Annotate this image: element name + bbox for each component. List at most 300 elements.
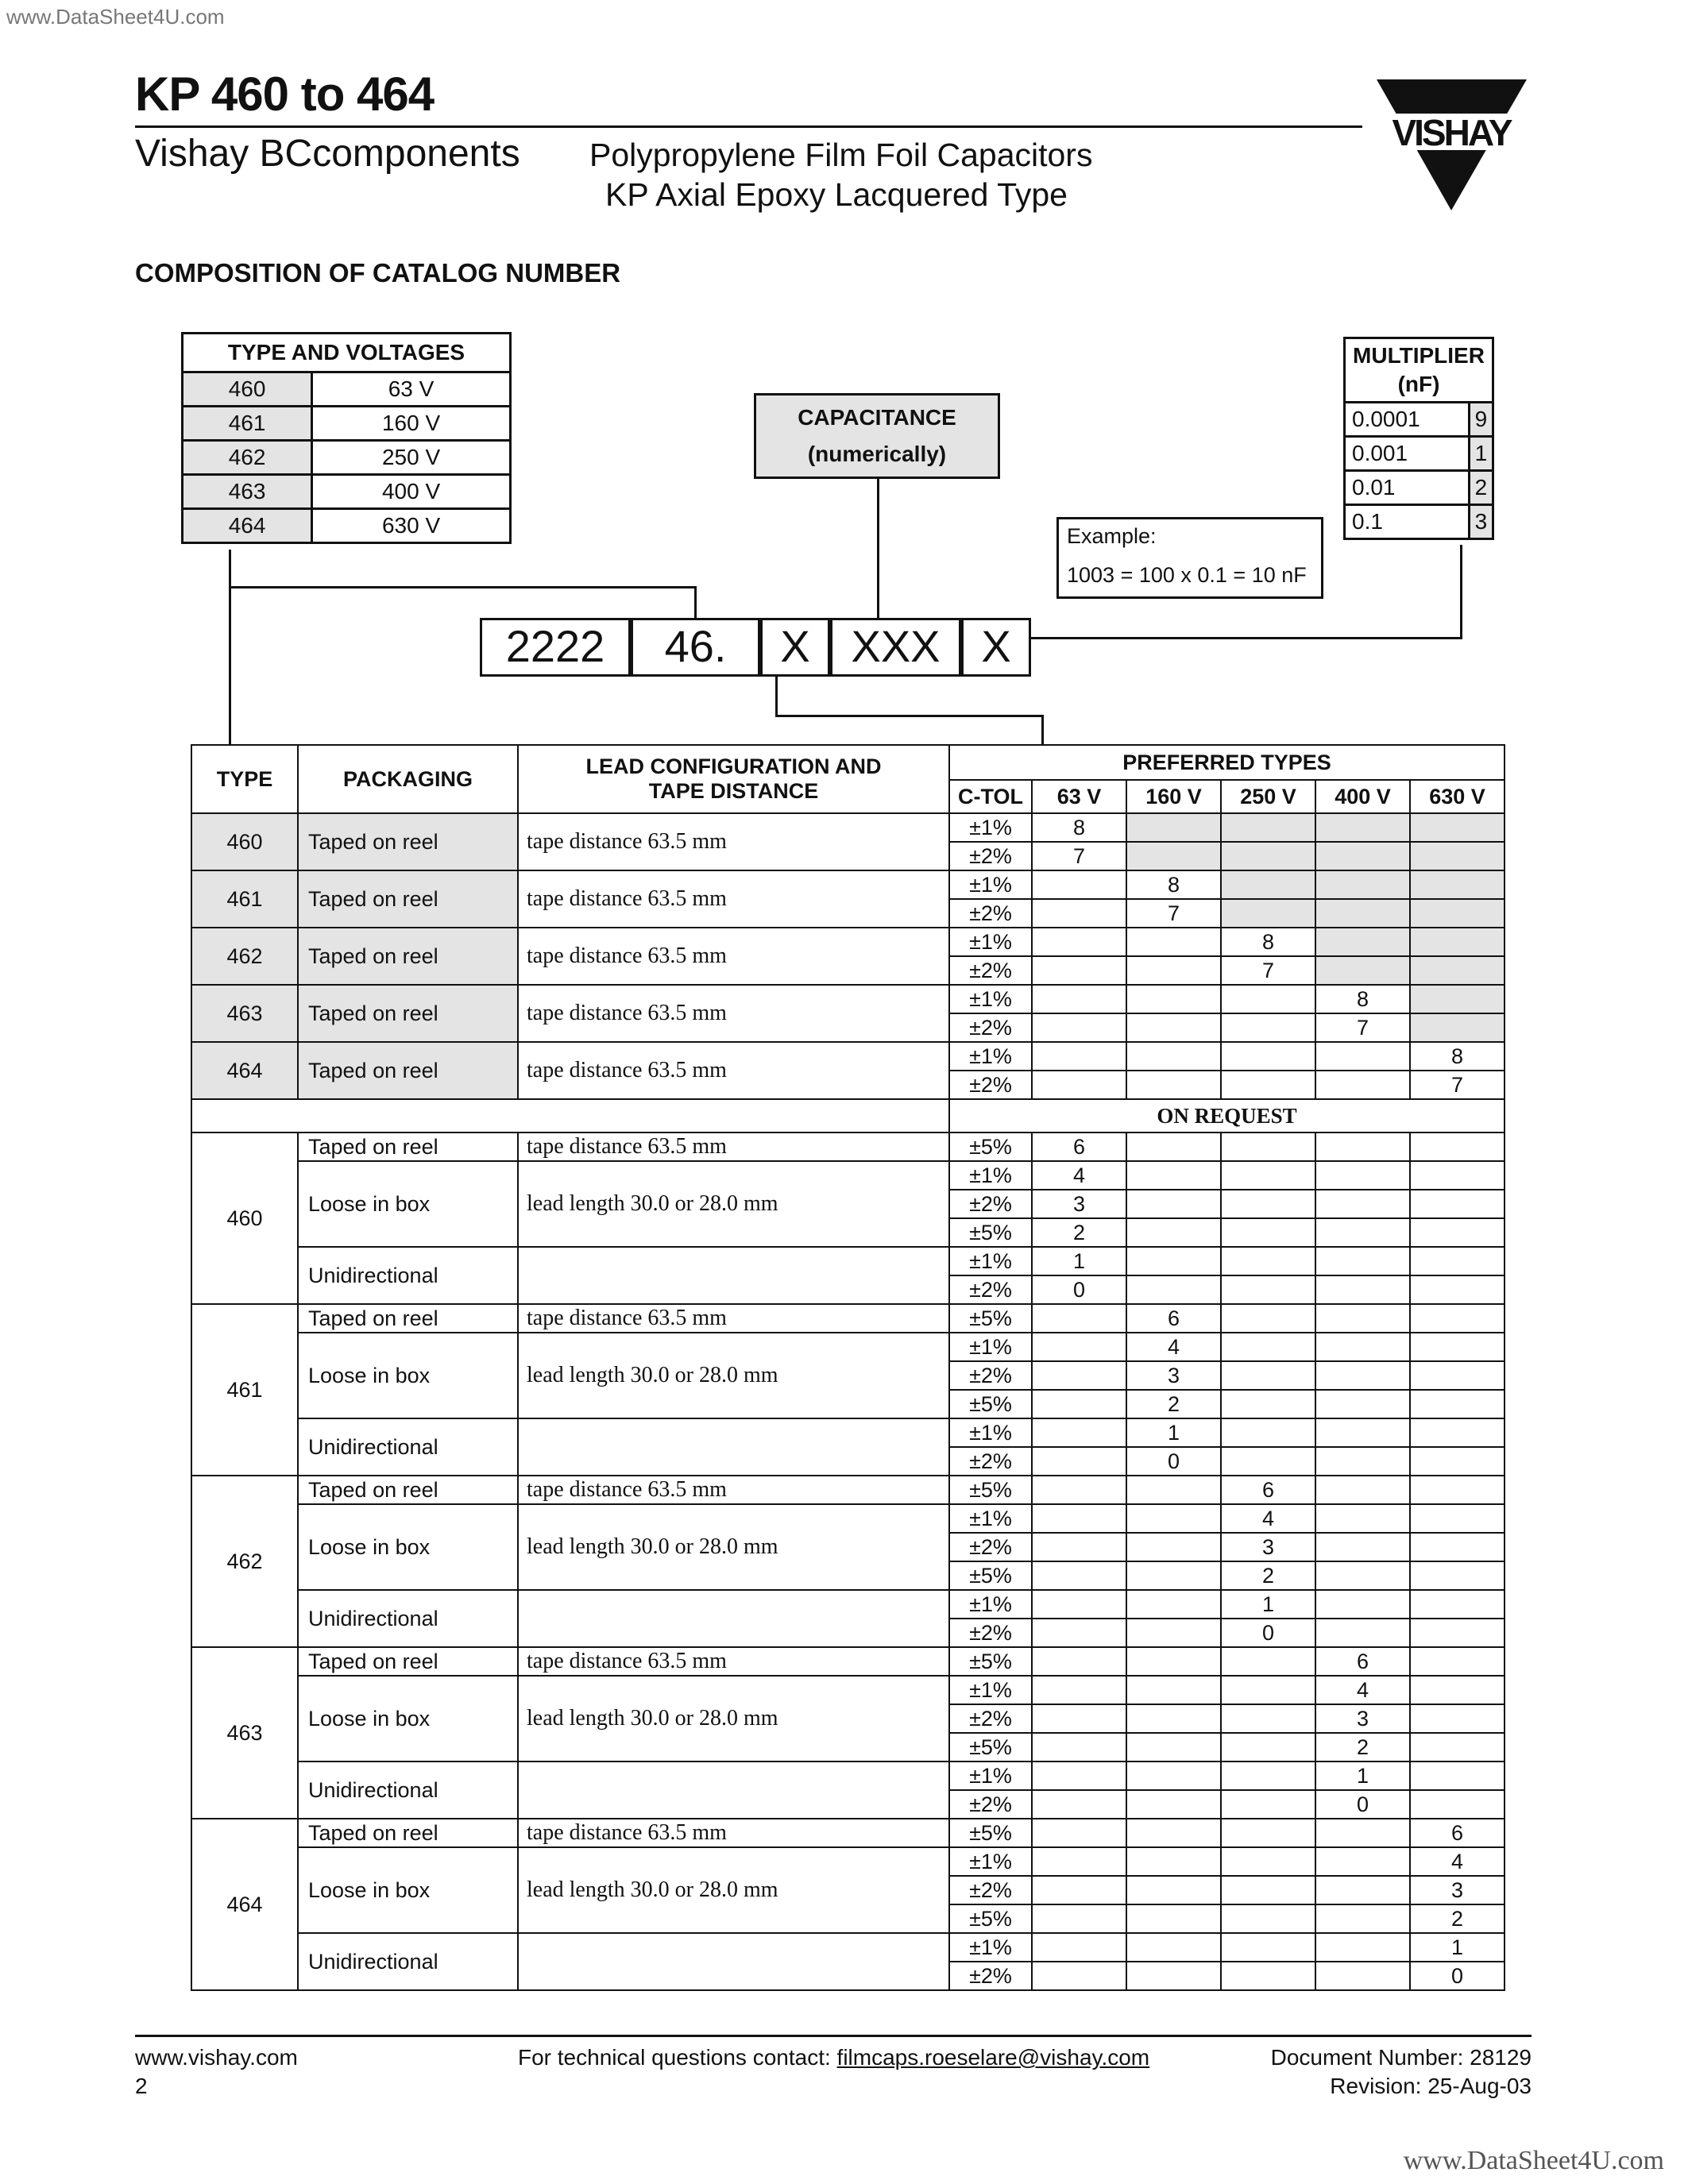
code-cell: 0 [1410,1962,1505,1990]
vishay-logo [1370,75,1533,214]
empty-cell [1410,1676,1505,1704]
code-cell: 7 [1221,956,1315,985]
packaging-cell: Taped on reel [298,1819,518,1847]
empty-cell [1221,1013,1315,1042]
empty-cell [1032,1390,1126,1418]
lead-cell: lead length 30.0 or 28.0 mm [518,1333,949,1418]
code-cell: 8 [1410,1042,1505,1071]
mult-code: 9 [1469,403,1493,437]
tolerance-cell: ±5% [949,1819,1032,1847]
code-cell: 6 [1221,1476,1315,1504]
on-request-data-row [191,1161,1505,1190]
tolerance-cell: ±2% [949,1071,1032,1099]
empty-cell [1032,1962,1126,1990]
empty-cell [1315,1876,1410,1904]
empty-cell [1315,928,1410,956]
tolerance-cell: ±5% [949,1561,1032,1590]
empty-cell [1032,1447,1126,1476]
empty-cell [1315,870,1410,899]
empty-cell [1410,842,1505,870]
empty-cell [1032,1704,1126,1733]
empty-cell [1315,1619,1410,1647]
code-cell: 2 [1315,1733,1410,1761]
code-cell: 7 [1315,1013,1410,1042]
blank-cell [191,1099,949,1133]
lead-cell: lead length 30.0 or 28.0 mm [518,1161,949,1247]
empty-cell [1032,899,1126,928]
empty-cell [1221,1790,1315,1819]
tolerance-cell: ±1% [949,1247,1032,1275]
company-name: Vishay BCcomponents [135,133,520,175]
mult-value: 0.0001 [1345,403,1470,437]
empty-cell [1410,956,1505,985]
empty-cell [1410,1704,1505,1733]
empty-cell [1126,1647,1221,1676]
tolerance-cell: ±5% [949,1218,1032,1247]
on-request-data-row [191,1647,1505,1676]
mult-value: 0.1 [1345,505,1470,539]
empty-cell [1221,1390,1315,1418]
empty-cell [1315,1447,1410,1476]
preferred-row [191,985,1505,1013]
empty-cell [1410,1533,1505,1561]
header-voltage: 250 V [1221,780,1315,813]
empty-cell [1126,1676,1221,1704]
code-cell: 6 [1315,1647,1410,1676]
empty-cell [1126,1133,1221,1161]
multiplier-title [1345,338,1493,403]
empty-cell [1315,1418,1410,1447]
connector-line [775,675,778,716]
empty-cell [1221,1275,1315,1304]
empty-cell [1221,1933,1315,1962]
empty-cell [1032,1819,1126,1847]
lead-cell [518,1590,949,1647]
empty-cell [1032,1533,1126,1561]
code-cell: 7 [1032,842,1126,870]
on-request-data-row [191,1590,1505,1619]
type-cell: 461 [191,870,298,928]
empty-cell [1221,1761,1315,1790]
mult-value: 0.001 [1345,437,1470,471]
lead-cell: tape distance 63.5 mm [518,1476,949,1504]
on-request-data-row [191,1676,1505,1704]
tolerance-cell: ±1% [949,985,1032,1013]
code-cell: 4 [1032,1161,1126,1190]
lead-cell: tape distance 63.5 mm [518,870,949,928]
empty-cell [1315,1390,1410,1418]
code-cell: 1 [1410,1933,1505,1962]
header-type: TYPE [191,745,298,813]
page-title: KP 460 to 464 [135,68,435,121]
tv-type: 464 [183,509,312,543]
header-lead-2: TAPE DISTANCE [648,779,819,803]
packaging-cell: Taped on reel [298,813,518,870]
connector-line [229,586,696,588]
tv-voltage: 630 V [312,509,511,543]
empty-cell [1410,1561,1505,1590]
type-cell: 463 [191,1647,298,1819]
empty-cell [1126,1013,1221,1042]
code-cell: 2 [1221,1561,1315,1590]
packaging-cell: Taped on reel [298,1042,518,1099]
empty-cell [1221,1333,1315,1361]
empty-cell [1315,1071,1410,1099]
empty-cell [1410,1733,1505,1761]
preferred-row [191,813,1505,842]
type-cell: 460 [191,813,298,870]
empty-cell [1032,1333,1126,1361]
empty-cell [1410,1647,1505,1676]
empty-cell [1032,1590,1126,1619]
on-request-data-row [191,1247,1505,1275]
code-cell: 7 [1410,1071,1505,1099]
on-request-data-row [191,1761,1505,1790]
empty-cell [1221,870,1315,899]
code-cell: 0 [1032,1275,1126,1304]
empty-cell [1032,1071,1126,1099]
empty-cell [1126,1161,1221,1190]
empty-cell [1126,1504,1221,1533]
tolerance-cell: ±2% [949,1962,1032,1990]
empty-cell [1032,1647,1126,1676]
packaging-cell: Loose in box [298,1333,518,1418]
empty-cell [1410,1390,1505,1418]
empty-cell [1032,1361,1126,1390]
tolerance-cell: ±1% [949,1042,1032,1071]
empty-cell [1221,1819,1315,1847]
empty-cell [1032,928,1126,956]
tolerance-cell: ±5% [949,1733,1032,1761]
tolerance-cell: ±1% [949,1933,1032,1962]
mult-code: 2 [1469,471,1493,505]
capacitance-label: CAPACITANCE [798,405,956,430]
lead-cell: lead length 30.0 or 28.0 mm [518,1676,949,1761]
empty-cell [1221,1133,1315,1161]
code-cell: 1 [1032,1247,1126,1275]
tolerance-cell: ±5% [949,1304,1032,1333]
empty-cell [1126,1275,1221,1304]
header-ctol: C-TOL [949,780,1032,813]
tv-type: 463 [183,475,312,509]
footer-page-number: 2 [135,2074,148,2098]
empty-cell [1221,1733,1315,1761]
empty-cell [1126,1042,1221,1071]
empty-cell [1221,1218,1315,1247]
empty-cell [1126,985,1221,1013]
tolerance-cell: ±5% [949,1904,1032,1933]
empty-cell [1032,1013,1126,1042]
code-cell: 0 [1221,1619,1315,1647]
on-request-row [191,1099,1505,1133]
empty-cell [1410,1619,1505,1647]
header-packaging: PACKAGING [298,745,518,813]
empty-cell [1410,928,1505,956]
empty-cell [1315,1847,1410,1876]
lead-cell: tape distance 63.5 mm [518,813,949,870]
header-preferred-types: PREFERRED TYPES [949,745,1505,780]
multiplier-table [1343,337,1494,540]
empty-cell [1221,1042,1315,1071]
code-cell: 6 [1032,1133,1126,1161]
empty-cell [1126,1876,1221,1904]
empty-cell [1315,1904,1410,1933]
code-cell: 2 [1126,1390,1221,1418]
code-cell: 4 [1126,1333,1221,1361]
connector-line [694,586,697,619]
empty-cell [1410,1790,1505,1819]
code-cell: 3 [1315,1704,1410,1733]
empty-cell [1032,1876,1126,1904]
empty-cell [1410,1247,1505,1275]
on-request-data-row [191,1819,1505,1847]
catalog-segment-capacitance: XXX [830,618,961,677]
empty-cell [1221,842,1315,870]
tolerance-cell: ±2% [949,1876,1032,1904]
code-cell: 8 [1315,985,1410,1013]
code-cell: 8 [1221,928,1315,956]
preferred-row [191,928,1505,956]
packaging-cell: Unidirectional [298,1761,518,1819]
tolerance-cell: ±2% [949,1704,1032,1733]
empty-cell [1032,1619,1126,1647]
empty-cell [1032,1304,1126,1333]
header-voltage: 160 V [1126,780,1221,813]
empty-cell [1221,1847,1315,1876]
code-cell: 2 [1032,1218,1126,1247]
code-cell: 6 [1126,1304,1221,1333]
packaging-cell: Taped on reel [298,928,518,985]
empty-cell [1410,1275,1505,1304]
code-cell: 8 [1126,870,1221,899]
on-request-data-row [191,1418,1505,1447]
connector-line [877,479,879,619]
empty-cell [1126,1218,1221,1247]
tolerance-cell: ±1% [949,870,1032,899]
code-cell: 3 [1410,1876,1505,1904]
empty-cell [1126,1533,1221,1561]
empty-cell [1410,1333,1505,1361]
footer-contact-prefix: For technical questions contact: [518,2045,837,2070]
tolerance-cell: ±2% [949,1447,1032,1476]
empty-cell [1221,1418,1315,1447]
empty-cell [1126,1790,1221,1819]
on-request-data-row [191,1476,1505,1504]
watermark-top[interactable]: www.DataSheet4U.com [6,5,225,29]
empty-cell [1410,985,1505,1013]
tv-voltage: 250 V [312,441,511,475]
capacitance-sub: (numerically) [807,442,947,466]
type-voltages-title: TYPE AND VOLTAGES [183,334,511,372]
tolerance-cell: ±2% [949,1361,1032,1390]
packaging-cell: Taped on reel [298,1647,518,1676]
empty-cell [1410,1218,1505,1247]
empty-cell [1032,1504,1126,1533]
catalog-segment-multiplier: X [961,618,1031,677]
on-request-label: ON REQUEST [949,1099,1505,1133]
empty-cell [1315,1275,1410,1304]
on-request-data-row [191,1504,1505,1533]
empty-cell [1221,1304,1315,1333]
on-request-data-row [191,1133,1505,1161]
packaging-cell: Unidirectional [298,1933,518,1990]
empty-cell [1221,1190,1315,1218]
empty-cell [1032,1561,1126,1590]
empty-cell [1315,1304,1410,1333]
empty-cell [1410,899,1505,928]
tolerance-cell: ±1% [949,1333,1032,1361]
type-cell: 461 [191,1304,298,1476]
empty-cell [1126,1904,1221,1933]
lead-cell [518,1418,949,1476]
empty-cell [1315,1533,1410,1561]
code-cell: 4 [1315,1676,1410,1704]
tolerance-cell: ±1% [949,1847,1032,1876]
packaging-cell: Taped on reel [298,1304,518,1333]
on-request-data-row [191,1933,1505,1962]
type-cell: 464 [191,1819,298,1990]
code-cell: 3 [1221,1533,1315,1561]
footer-contact-email[interactable]: filmcaps.roeselare@vishay.com [836,2045,1150,2070]
header-lead [518,745,949,813]
packaging-cell: Loose in box [298,1161,518,1247]
empty-cell [1221,1676,1315,1704]
code-cell: 2 [1410,1904,1505,1933]
tv-type: 461 [183,407,312,441]
empty-cell [1315,1042,1410,1071]
footer-website[interactable]: www.vishay.com [135,2045,298,2070]
catalog-segment-prefix: 2222 [480,618,631,677]
empty-cell [1126,1590,1221,1619]
empty-cell [1410,1590,1505,1619]
empty-cell [1410,1447,1505,1476]
tv-type: 460 [183,372,312,407]
code-cell: 3 [1032,1190,1126,1218]
catalog-table [191,744,1505,1991]
empty-cell [1126,1619,1221,1647]
tolerance-cell: ±2% [949,1190,1032,1218]
tolerance-cell: ±1% [949,1504,1032,1533]
empty-cell [1315,1819,1410,1847]
empty-cell [1315,1590,1410,1619]
empty-cell [1315,899,1410,928]
empty-cell [1032,1847,1126,1876]
lead-cell: lead length 30.0 or 28.0 mm [518,1504,949,1590]
empty-cell [1315,1361,1410,1390]
lead-cell: tape distance 63.5 mm [518,1647,949,1676]
empty-cell [1221,985,1315,1013]
empty-cell [1032,1761,1126,1790]
tolerance-cell: ±2% [949,899,1032,928]
lead-cell: tape distance 63.5 mm [518,1042,949,1099]
empty-cell [1221,1876,1315,1904]
empty-cell [1221,1447,1315,1476]
empty-cell [1221,1361,1315,1390]
tv-voltage: 160 V [312,407,511,441]
empty-cell [1126,956,1221,985]
packaging-cell: Loose in box [298,1504,518,1590]
connector-line [1029,637,1462,639]
code-cell: 3 [1126,1361,1221,1390]
empty-cell [1221,1704,1315,1733]
empty-cell [1410,1418,1505,1447]
empty-cell [1410,1161,1505,1190]
lead-cell: tape distance 63.5 mm [518,1819,949,1847]
type-cell: 462 [191,1476,298,1647]
empty-cell [1315,1218,1410,1247]
empty-cell [1032,1933,1126,1962]
tolerance-cell: ±1% [949,1161,1032,1190]
empty-cell [1126,1819,1221,1847]
empty-cell [1126,1476,1221,1504]
empty-cell [1032,1790,1126,1819]
empty-cell [1126,1733,1221,1761]
catalog-segment-code: X [760,618,830,677]
header-voltage: 630 V [1410,780,1505,813]
type-cell: 463 [191,985,298,1042]
empty-cell [1126,1247,1221,1275]
empty-cell [1032,956,1126,985]
logo-text: VISHAY [1392,112,1511,153]
empty-cell [1032,1676,1126,1704]
empty-cell [1410,1133,1505,1161]
lead-cell [518,1761,949,1819]
empty-cell [1126,1847,1221,1876]
empty-cell [1126,1933,1221,1962]
empty-cell [1315,1133,1410,1161]
tolerance-cell: ±1% [949,1676,1032,1704]
watermark-bottom[interactable]: www.DataSheet4U.com [1403,2146,1664,2175]
empty-cell [1315,1190,1410,1218]
empty-cell [1315,842,1410,870]
lead-cell [518,1247,949,1304]
empty-cell [1315,1933,1410,1962]
empty-cell [1126,928,1221,956]
empty-cell [1315,1561,1410,1590]
empty-cell [1032,1476,1126,1504]
example-label: Example: [1067,524,1157,548]
packaging-cell: Taped on reel [298,1133,518,1161]
lead-cell: tape distance 63.5 mm [518,928,949,985]
mult-code: 1 [1469,437,1493,471]
tolerance-cell: ±2% [949,1619,1032,1647]
tolerance-cell: ±2% [949,1275,1032,1304]
empty-cell [1315,1962,1410,1990]
footer-contact [518,2045,1149,2070]
packaging-cell: Unidirectional [298,1247,518,1304]
code-cell: 1 [1315,1761,1410,1790]
preferred-row [191,1042,1505,1071]
empty-cell [1410,813,1505,842]
packaging-cell: Unidirectional [298,1590,518,1647]
empty-cell [1032,1042,1126,1071]
header-lead-1: LEAD CONFIGURATION AND [585,754,882,778]
example-formula: 1003 = 100 x 0.1 = 10 nF [1067,563,1307,587]
empty-cell [1126,813,1221,842]
tolerance-cell: ±2% [949,1013,1032,1042]
code-cell: 7 [1126,899,1221,928]
empty-cell [1410,1476,1505,1504]
empty-cell [1410,1761,1505,1790]
packaging-cell: Loose in box [298,1847,518,1933]
empty-cell [1221,1962,1315,1990]
empty-cell [1126,1761,1221,1790]
code-cell: 0 [1126,1447,1221,1476]
empty-cell [1221,1161,1315,1190]
empty-cell [1032,870,1126,899]
code-cell: 0 [1315,1790,1410,1819]
capacitance-box [754,393,1000,479]
